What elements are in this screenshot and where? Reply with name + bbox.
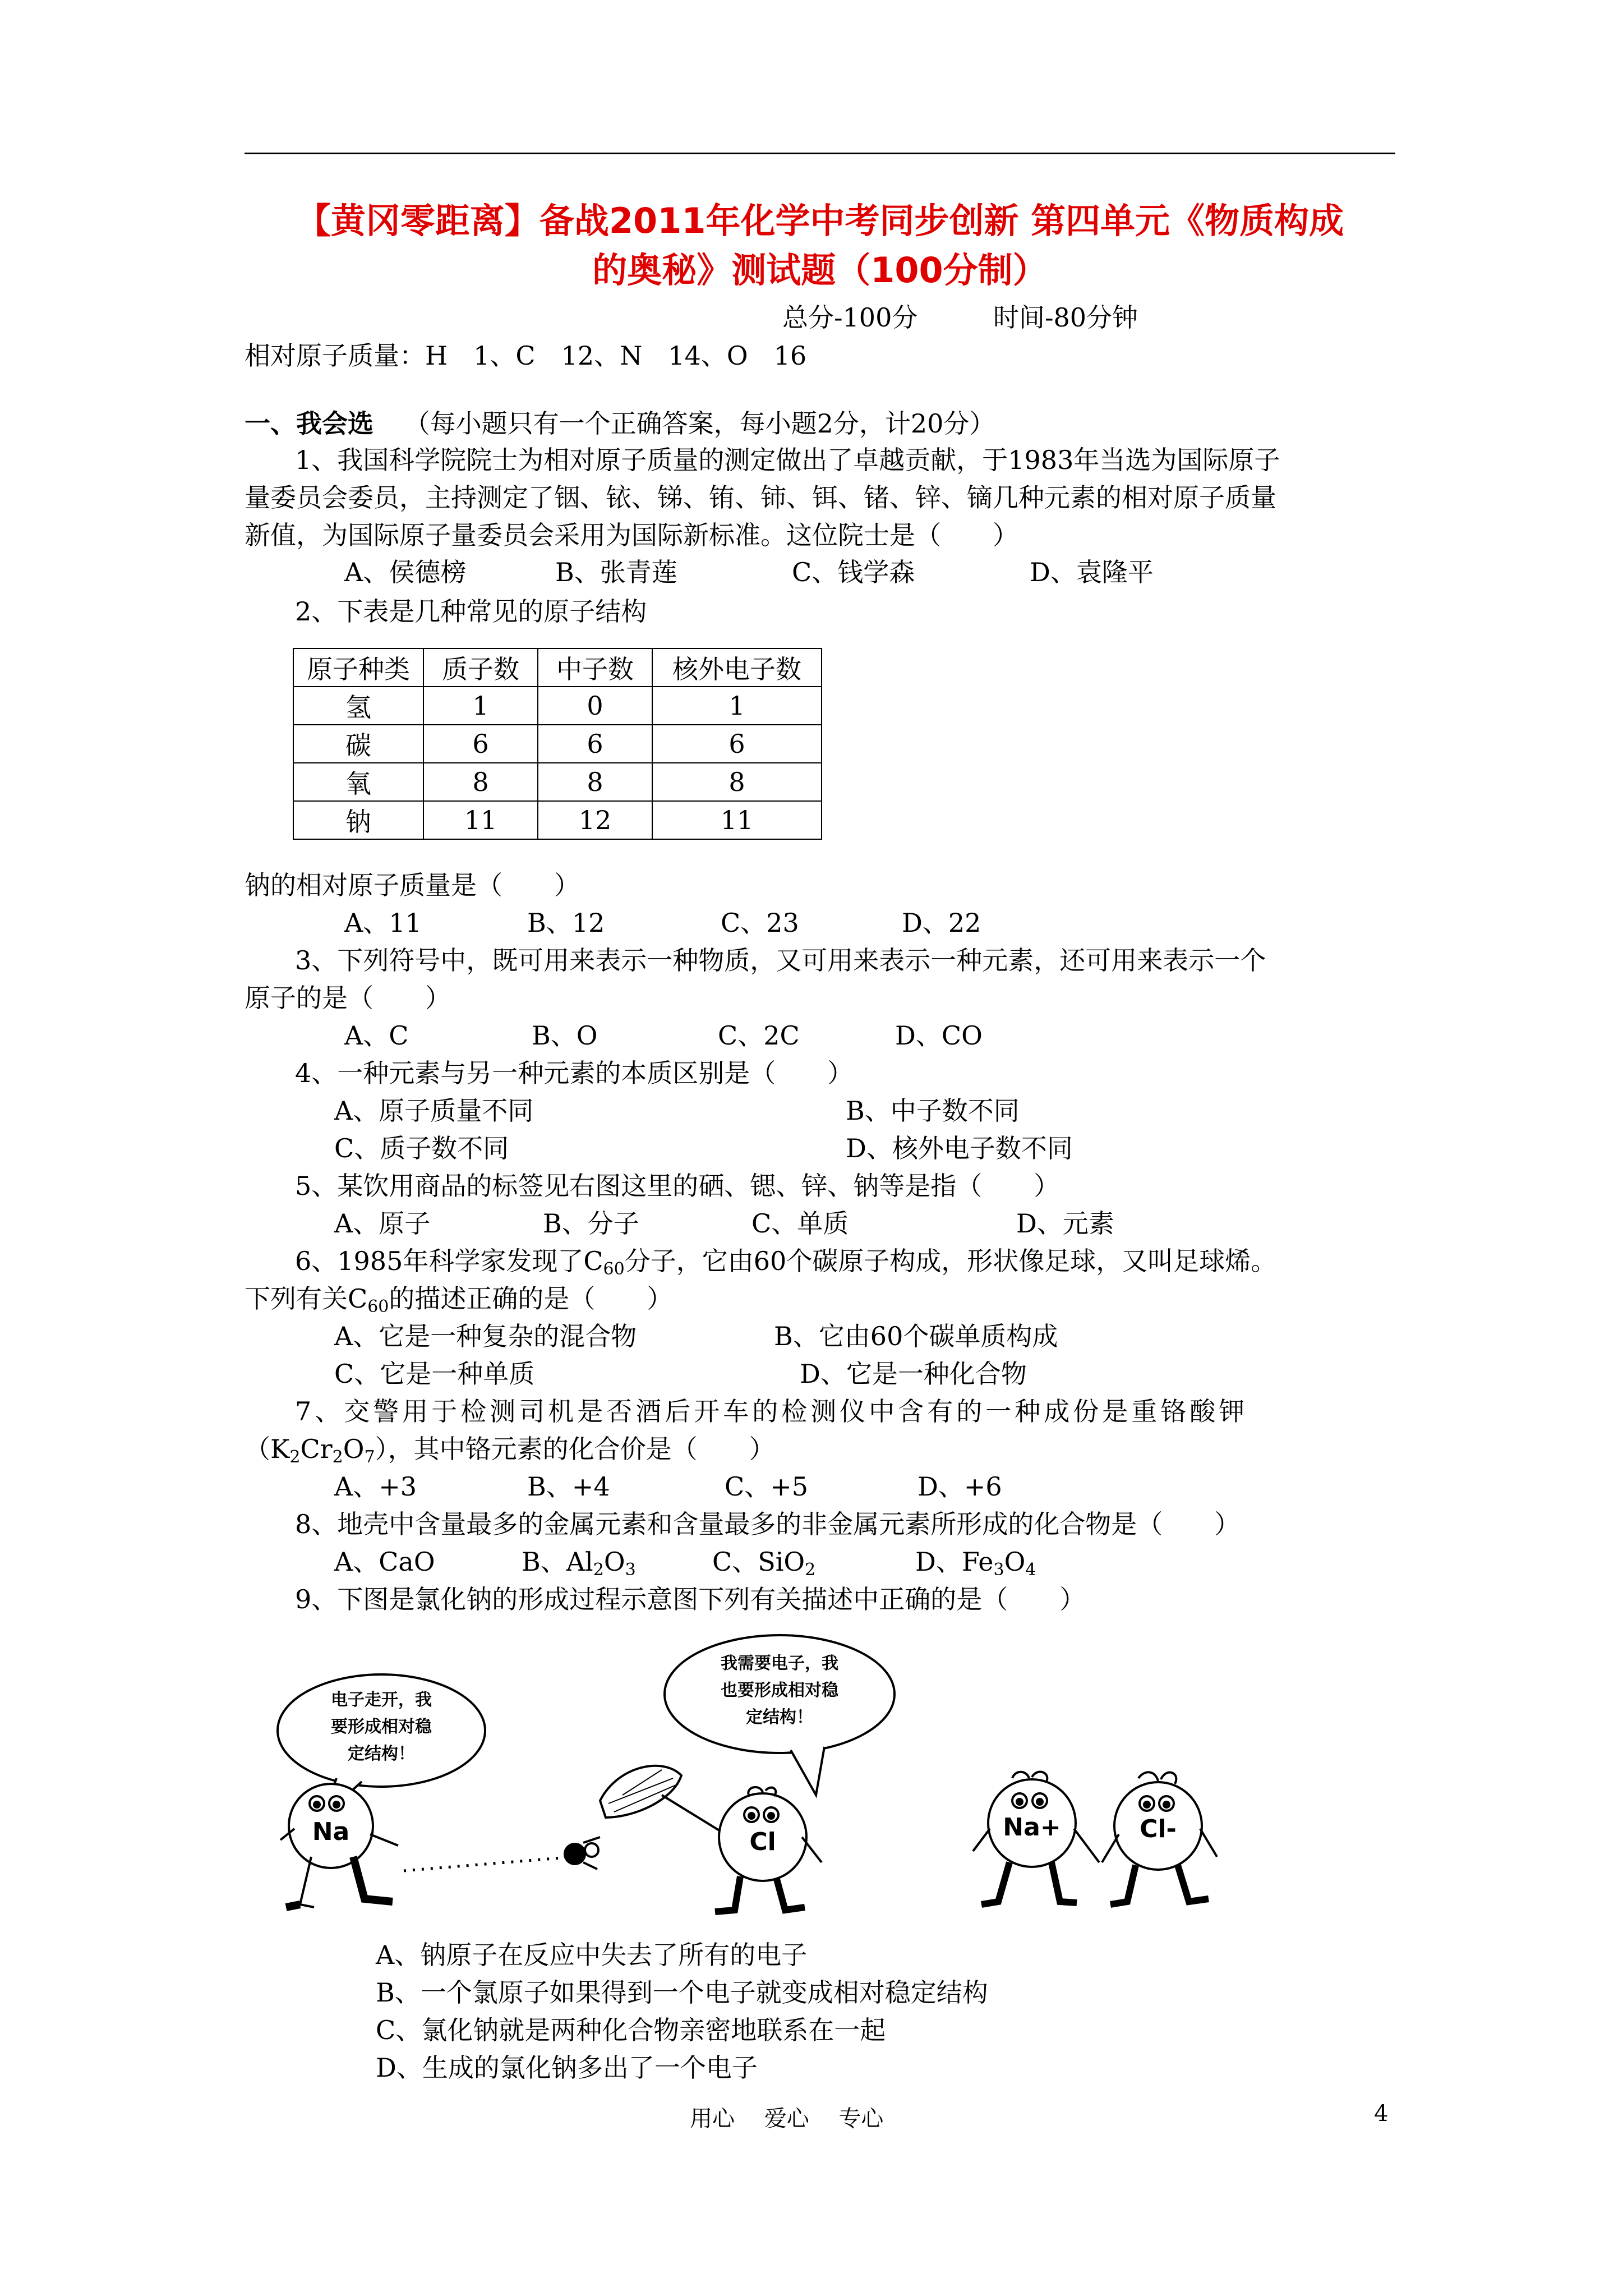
q8-option-c: [712, 1545, 815, 1587]
q1-line-3: 新值，为国际原子量委员会采用为国际新标准。这位院士是（ ）: [245, 520, 1018, 550]
q1-line-1: 1、我国科学院院士为相对原子质量的测定做出了卓越贡献，于1983年当选为国际原子: [295, 445, 1280, 475]
q3-line-2: 原子的是（ ）: [245, 983, 451, 1013]
bubble-right-line-1: 我需要电子，我: [721, 1654, 838, 1673]
na-label: Na: [312, 1818, 350, 1846]
cl-ion-label: Cl-: [1140, 1815, 1177, 1843]
q2-option-b: B、12: [527, 908, 605, 938]
table-cell: 12: [538, 801, 652, 839]
q4-option-b: B、中子数不同: [846, 1096, 1020, 1126]
table-cell: 8: [652, 763, 822, 801]
title-line-2: 的奥秘》测试题（100分制）: [592, 250, 1048, 291]
title-line-1: 【黄冈零距离】备战2011年化学中考同步创新 第四单元《物质构成: [296, 200, 1344, 241]
table-row: [293, 725, 822, 763]
q7-o: O: [343, 1434, 365, 1464]
q6-line-1: [295, 1244, 1276, 1286]
q7-cr: Cr: [300, 1434, 333, 1464]
q6-line-2: [245, 1282, 672, 1324]
subscript: 2: [593, 1560, 604, 1580]
subscript: 2: [805, 1560, 816, 1580]
q4-option-d: D、核外电子数不同: [846, 1133, 1073, 1163]
q7-line-1: 7、交警用于检测司机是否酒后开车的检测仪中含有的一种成份是重铬酸钾: [295, 1396, 1248, 1427]
q3-option-d: D、CO: [895, 1020, 983, 1051]
table-header-row: [293, 648, 822, 687]
q9-option-a: A、钠原子在反应中失去了所有的电子: [376, 1940, 808, 1970]
q3-option-b: B、O: [532, 1020, 598, 1051]
q7-option-c: C、+5: [725, 1471, 809, 1502]
table-cell: 8: [538, 763, 652, 801]
cl-label: Cl: [749, 1828, 776, 1856]
table-cell: 8: [423, 763, 538, 801]
table-header: 核外电子数: [652, 648, 822, 687]
subscript: 2: [289, 1447, 301, 1467]
butterfly-net: [600, 1766, 735, 1840]
q7-line-2: [245, 1432, 775, 1474]
table-cell: 6: [423, 725, 538, 763]
q3-line-1: 3、下列符号中，既可用来表示一种物质，又可用来表示一种元素，还可用来表示一个: [295, 945, 1266, 976]
subscript: 3: [993, 1560, 1004, 1580]
electron-character: [565, 1837, 600, 1869]
atom-structure-table: [293, 648, 822, 840]
footer-mottos: [690, 2101, 906, 2133]
header-rule: [245, 153, 1395, 154]
q2-stem: 2、下表是几种常见的原子结构: [295, 596, 647, 627]
q1-option-a: A、侯德榜: [344, 557, 467, 587]
q4-option-c: C、质子数不同: [334, 1133, 509, 1163]
q2-option-c: C、23: [721, 908, 799, 938]
q3-option-c: C、2C: [718, 1020, 800, 1051]
bubble-left-line-3: 定结构！: [348, 1744, 415, 1764]
q2-question: 钠的相对原子质量是（ ）: [245, 870, 580, 900]
q4-option-a: A、原子质量不同: [334, 1096, 534, 1126]
table-cell: 11: [652, 801, 822, 839]
q9-option-b: B、一个氯原子如果得到一个电子就变成相对稳定结构: [376, 1977, 988, 2008]
bubble-right-line-3: 定结构！: [746, 1708, 813, 1727]
table-cell: 6: [538, 725, 652, 763]
subscript: 60: [367, 1297, 389, 1317]
q6-option-d: D、它是一种化合物: [800, 1359, 1027, 1389]
q6-line-1-text-b: 分子，它由60个碳原子构成，形状像足球，又叫足球烯。: [624, 1246, 1277, 1276]
q2-option-a: A、11: [344, 908, 422, 938]
table-header: 原子种类: [293, 648, 423, 687]
sodium-chloride-formation-figure: [269, 1616, 1290, 1930]
na-ion-label: Na+: [1003, 1813, 1061, 1842]
q9-option-c: C、氯化钠就是两种化合物亲密地联系在一起: [376, 2015, 886, 2045]
q8-option-c-text: C、SiO: [712, 1547, 805, 1577]
footer-motto: 专心: [838, 2106, 884, 2132]
table-header: 质子数: [423, 648, 538, 687]
table-cell: 6: [652, 725, 822, 763]
q7-text-a: （K: [245, 1434, 290, 1464]
total-score: 总分-100分: [782, 302, 918, 333]
q6-option-a: A、它是一种复杂的混合物: [334, 1321, 637, 1351]
page-number: 4: [1374, 2101, 1389, 2127]
q8-option-b-text: B、Al: [522, 1547, 593, 1577]
q8-option-d: [915, 1545, 1036, 1587]
q8-stem: 8、地壳中含量最多的金属元素和含量最多的非金属元素所形成的化合物是（ ）: [295, 1509, 1241, 1539]
table-cell: 氢: [293, 687, 423, 725]
q6-option-c: C、它是一种单质: [334, 1359, 535, 1389]
q9-option-d: D、生成的氯化钠多出了一个电子: [376, 2053, 758, 2083]
section-1-heading: 一、我会选: [245, 408, 374, 439]
q5-option-d: D、元素: [1016, 1208, 1114, 1239]
atomic-masses: 相对原子质量：H 1、C 12、N 14、O 16: [245, 341, 807, 371]
subscript: 60: [603, 1259, 625, 1279]
q4-stem: 4、一种元素与另一种元素的本质区别是（ ）: [295, 1058, 854, 1088]
q7-option-a: A、+3: [334, 1471, 417, 1502]
time-limit: 时间-80分钟: [993, 302, 1138, 333]
q7-option-d: D、+6: [917, 1471, 1002, 1502]
q6-line-1-text-a: 6、1985年科学家发现了C: [295, 1246, 603, 1276]
table-row: [293, 687, 822, 725]
q1-option-d: D、袁隆平: [1030, 557, 1154, 587]
q9-stem: 9、下图是氯化钠的形成过程示意图下列有关描述中正确的是（ ）: [295, 1584, 1086, 1614]
table-cell: 钠: [293, 801, 423, 839]
table-cell: 11: [423, 801, 538, 839]
q5-option-c: C、单质: [751, 1208, 849, 1239]
q5-option-a: A、原子: [334, 1208, 431, 1239]
section-1-header: [245, 407, 995, 440]
subscript: 2: [332, 1447, 343, 1467]
q6-line-2-text-b: 的描述正确的是（ ）: [389, 1283, 673, 1314]
bubble-right-line-2: 也要形成相对稳: [721, 1681, 838, 1700]
section-1-instructions: （每小题只有一个正确答案，每小题2分，计20分）: [404, 408, 995, 439]
q8-option-d-o: O: [1004, 1547, 1026, 1577]
q1-option-b: B、张青莲: [555, 557, 677, 587]
q8-option-b: [522, 1545, 636, 1587]
q8-option-d-text: D、Fe: [915, 1547, 994, 1577]
q6-option-b: B、它由60个碳单质构成: [774, 1321, 1058, 1351]
q6-line-2-text-a: 下列有关C: [245, 1283, 368, 1314]
q8-option-b-o: O: [603, 1547, 625, 1577]
subscript: 3: [625, 1560, 636, 1580]
table-row: [293, 763, 822, 801]
q1-option-c: C、钱学森: [792, 557, 915, 587]
q7-option-b: B、+4: [527, 1471, 610, 1502]
bubble-left-line-2: 要形成相对稳: [331, 1717, 432, 1737]
q5-option-b: B、分子: [543, 1208, 639, 1239]
q8-option-a: A、CaO: [334, 1547, 435, 1577]
q2-option-d: D、22: [902, 908, 981, 938]
bubble-left-line-1: 电子走开，我: [331, 1690, 432, 1710]
footer-motto: 用心: [690, 2106, 735, 2132]
subscript: 4: [1025, 1560, 1036, 1580]
q3-option-a: A、C: [344, 1020, 409, 1051]
table-cell: 0: [538, 687, 652, 725]
table-cell: 1: [423, 687, 538, 725]
q7-text-b: ），其中铬元素的化合价是（ ）: [375, 1434, 775, 1464]
table-header: 中子数: [538, 648, 652, 687]
q1-line-2: 量委员会委员，主持测定了铟、铱、锑、铕、铈、铒、锗、锌、镝几种元素的相对原子质量: [245, 482, 1276, 513]
footer-motto: 爱心: [764, 2106, 809, 2132]
table-row: [293, 801, 822, 839]
exam-meta: [782, 297, 1205, 334]
table-cell: 氧: [293, 763, 423, 801]
table-cell: 1: [652, 687, 822, 725]
table-cell: 碳: [293, 725, 423, 763]
subscript: 7: [364, 1447, 375, 1467]
q5-stem: 5、某饮用商品的标签见右图这里的硒、锶、锌、钠等是指（ ）: [295, 1171, 1060, 1201]
